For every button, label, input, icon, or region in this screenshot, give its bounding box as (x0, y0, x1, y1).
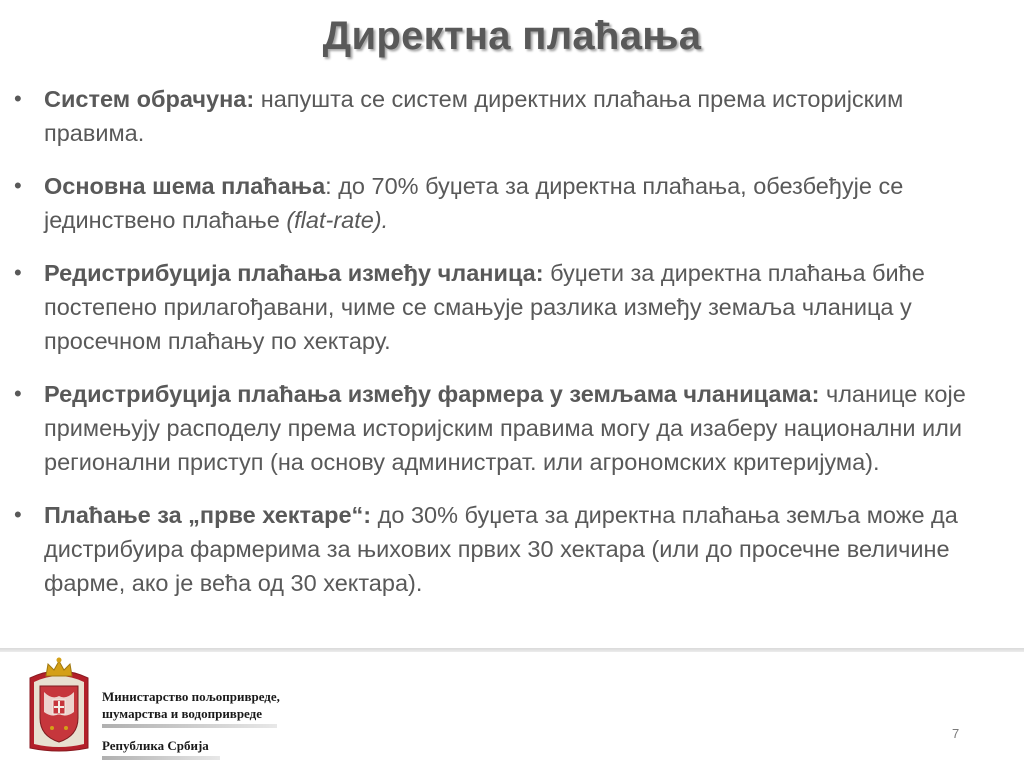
republic-underline (102, 756, 220, 760)
bullet-lead: Плаћање за „прве хектаре“: (44, 502, 372, 528)
ministry-label (102, 688, 280, 760)
bullet-lead: Редистрибуција плаћања између чланица: (44, 260, 544, 286)
bullet-list (14, 82, 1004, 619)
bullet-marker: • (14, 173, 22, 198)
bullet-text: : до 70% буџета за директна плаћања, обезбеђује се јединствено плаћање (44, 173, 904, 233)
serbian-coat-of-arms-icon (24, 656, 94, 756)
bullet-item (14, 169, 1004, 237)
bullet-marker: • (14, 260, 22, 285)
page-number: 7 (952, 726, 960, 741)
bullet-lead: Основна шема плаћања (44, 173, 326, 199)
bullet-marker: • (14, 86, 22, 111)
bullet-text: буџети за директна плаћања биће постепено прилагођавани, чиме се смањује разлика између земаља чланица у просечном плаћању по хектару. (44, 260, 925, 354)
ministry-line-1: Министарство пољопривреде, (102, 689, 280, 704)
bullet-marker: • (14, 502, 22, 527)
bullet-item (14, 82, 1004, 150)
republic-label: Република Србија (102, 738, 209, 753)
bullet-marker: • (14, 381, 22, 406)
bullet-item (14, 256, 1004, 358)
bullet-item (14, 377, 1004, 479)
bullet-text: чланице које примењују расподелу према историјским правима могу да изаберу национални или регионални приступ (на основу администрат. или агрономских критеријума). (44, 381, 966, 475)
bullet-emphasis: (flat-rate). (286, 207, 389, 233)
bullet-lead: Редистрибуција плаћања између фармера у земљама чланицама: (44, 381, 820, 407)
bullet-lead: Систем обрачуна: (44, 86, 255, 112)
bullet-item (14, 498, 1004, 600)
ministry-line-2: шумарства и водопривреде (102, 706, 263, 721)
slide-title: Директна плаћања (322, 14, 702, 58)
footer-divider (0, 648, 1024, 652)
bullet-text: напушта се систем директних плаћања према историјским правима. (44, 86, 904, 146)
ministry-underline (102, 724, 277, 728)
bullet-text: до 30% буџета за директна плаћања земља може да дистрибуира фармерима за њихових првих 30 хектара (или до просечне величине фарме, ако је већа од 30 хектара). (44, 502, 958, 596)
